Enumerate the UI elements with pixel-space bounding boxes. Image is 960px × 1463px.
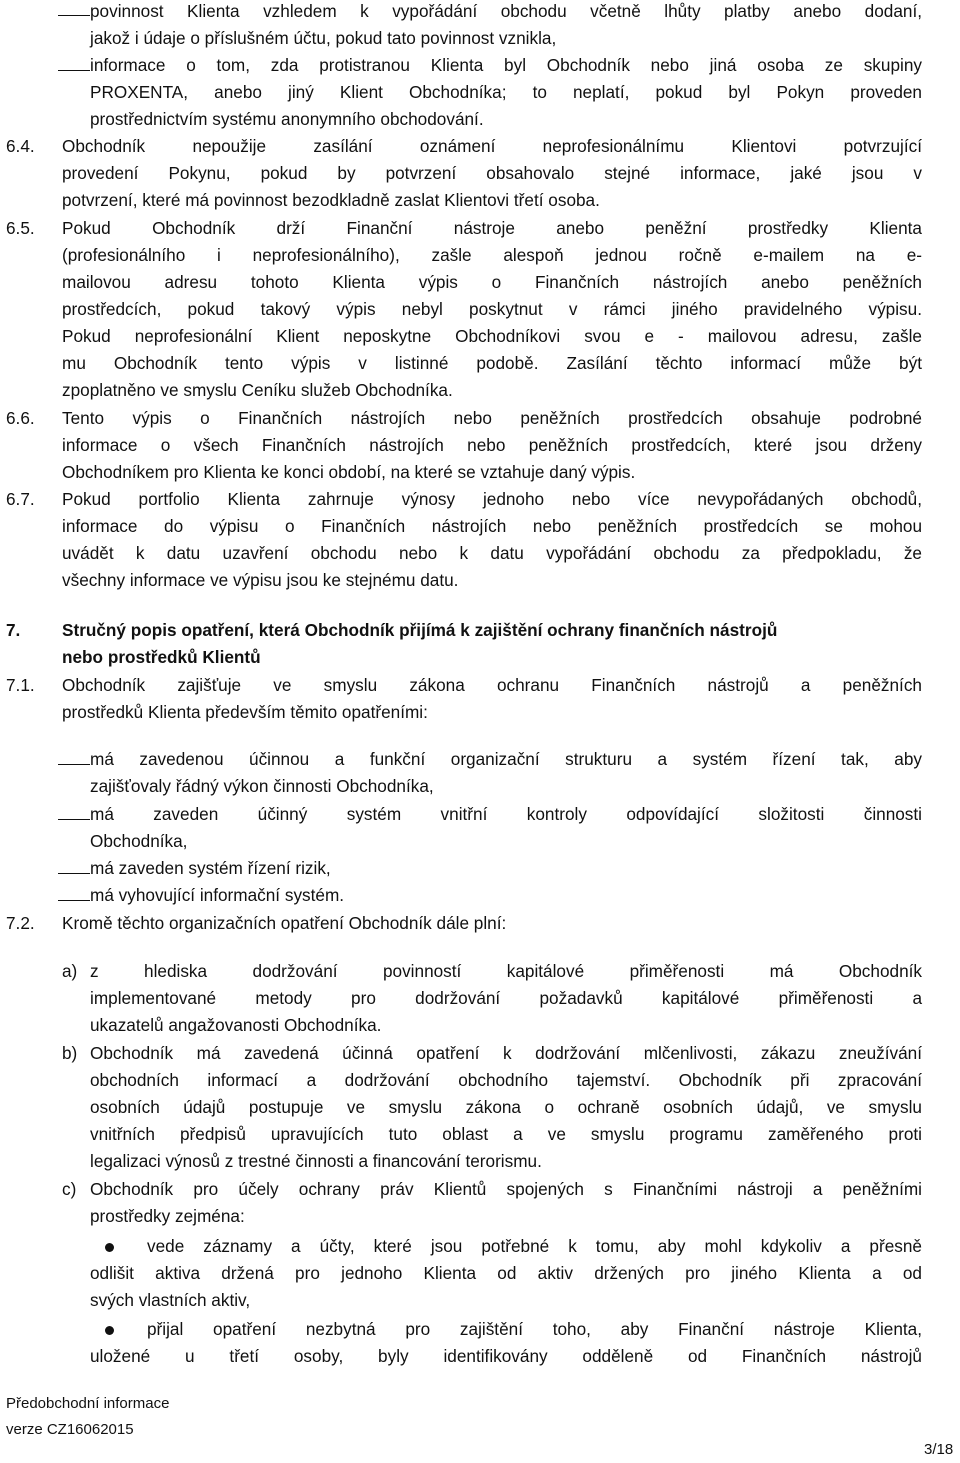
- item-number: 7.1.: [6, 675, 35, 695]
- dash-item-line: prostřednictvím systému anonymního obchodování.: [90, 109, 484, 129]
- letter-item-line: prostředky zejména:: [90, 1206, 245, 1226]
- item-number: 6.4.: [6, 136, 35, 156]
- footer-version: verze CZ16062015: [6, 1421, 134, 1438]
- paragraph-line: Pokud neprofesionální Klient neposkytne Obchodníkovi svou e - mailovou adresu, zašle: [62, 326, 922, 346]
- paragraph-line: potvrzení, které má povinnost bezodkladně zaslat Klientovi třetí osoba.: [62, 190, 600, 210]
- dash-item-line: PROXENTA, anebo jiný Klient Obchodníka; to neplatí, pokud byl Pokyn proveden: [90, 82, 922, 102]
- dash-item-line: má zaveden systém řízení rizik,: [90, 858, 331, 878]
- letter-item-line: z hlediska dodržování povinností kapitálové přiměřenosti má Obchodník: [90, 961, 922, 981]
- letter-item-line: obchodních informací a dodržování obchodního tajemství. Obchodník při zpracování: [90, 1070, 922, 1090]
- paragraph-line: všechny informace ve výpisu jsou ke stejnému datu.: [62, 570, 459, 590]
- letter-label: c): [62, 1179, 77, 1199]
- letter-item-line: Obchodník pro účely ochrany práv Klientů spojených s Finančními nástroji a peněžními: [90, 1179, 922, 1199]
- paragraph-line: Pokud Obchodník drží Finanční nástroje anebo peněžní prostředky Klienta: [62, 218, 922, 238]
- paragraph-line: Obchodníkem pro Klienta ke konci období, na které se vztahuje daný výpis.: [62, 462, 636, 482]
- page-number: 3/18: [924, 1441, 954, 1458]
- paragraph-line: Kromě těchto organizačních opatření Obchodník dále plní:: [62, 913, 507, 933]
- item-number: 7.2.: [6, 913, 35, 933]
- letter-item-line: legalizaci výnosů z trestné činnosti a financování terorismu.: [90, 1151, 542, 1171]
- item-number: 6.7.: [6, 489, 35, 509]
- paragraph-line: Obchodník zajišťuje ve smyslu zákona ochranu Finančních nástrojů a peněžních: [62, 675, 922, 695]
- bullet-marker: [105, 1326, 114, 1335]
- letter-label: a): [62, 961, 78, 981]
- dash-marker: [58, 764, 90, 765]
- bullet-marker: [105, 1243, 114, 1252]
- paragraph-line: mailovou adresu tohoto Klienta výpis o Finančních nástrojích anebo peněžních: [62, 272, 922, 292]
- dash-item-line: povinnost Klienta vzhledem k vypořádání obchodu včetně lhůty platby anebo dodaní,: [90, 1, 922, 21]
- letter-item-line: ukazatelů angažovanosti Obchodníka.: [90, 1015, 382, 1035]
- bullet-item-line: svých vlastních aktiv,: [90, 1290, 251, 1310]
- paragraph-line: prostředcích, pokud takový výpis nebyl poskytnut v rámci jiného pravidelného výpisu.: [62, 299, 922, 319]
- dash-marker: [58, 900, 90, 901]
- paragraph-line: informace o všech Finančních nástrojích nebo peněžních prostředcích, které jsou drženy: [62, 435, 922, 455]
- item-number: 6.5.: [6, 218, 35, 238]
- paragraph-line: zpoplatněno ve smyslu Ceníku služeb Obchodníka.: [62, 380, 453, 400]
- footer-doc-title: Předobchodní informace: [6, 1395, 170, 1412]
- dash-marker: [58, 15, 90, 16]
- paragraph-line: Tento výpis o Finančních nástrojích nebo peněžních prostředcích obsahuje podrobné: [62, 408, 922, 428]
- paragraph-line: uvádět k datu uzavření obchodu nebo k datu vypořádání obchodu za předpokladu, že: [62, 543, 922, 563]
- section-heading: Stručný popis opatření, která Obchodník přijímá k zajištění ochrany finančních nástrojů: [62, 620, 778, 640]
- dash-item-line: má vyhovující informační systém.: [90, 885, 345, 905]
- letter-item-line: implementované metody pro dodržování požadavků kapitálové přiměřenosti a: [90, 988, 922, 1008]
- dash-item-line: Obchodníka,: [90, 831, 188, 851]
- dash-item-line: má zavedenou účinnou a funkční organizační strukturu a systém řízení tak, aby: [90, 749, 922, 769]
- bullet-item-line: přijal opatření nezbytná pro zajištění toho, aby Finanční nástroje Klienta,: [147, 1319, 922, 1339]
- dash-item-line: má zaveden účinný systém vnitřní kontroly odpovídající složitosti činnosti: [90, 804, 922, 824]
- dash-item-line: informace o tom, zda protistranou Klienta byl Obchodník nebo jiná osoba ze skupiny: [90, 55, 922, 75]
- letter-item-line: Obchodník má zavedená účinná opatření k dodržování mlčenlivosti, zákazu zneužívání: [90, 1043, 922, 1063]
- dash-marker: [58, 70, 90, 71]
- bullet-item-line: odlišit aktiva držená pro jednoho Klienta od aktiv držených pro jiného Klienta a od: [90, 1263, 922, 1283]
- paragraph-line: informace do výpisu o Finančních nástrojích nebo peněžních prostředcích se mohou: [62, 516, 922, 536]
- letter-item-line: osobních údajů postupuje ve smyslu zákona o ochraně osobních údajů, ve smyslu: [90, 1097, 922, 1117]
- section-number: 7.: [6, 620, 21, 640]
- dash-marker: [58, 819, 90, 820]
- paragraph-line: provedení Pokynu, pokud by potvrzení obsahovalo stejné informace, jaké jsou v: [62, 163, 922, 183]
- dash-marker: [58, 873, 90, 874]
- section-heading: nebo prostředků Klientů: [62, 647, 261, 667]
- paragraph-line: (profesionálního i neprofesionálního), zašle alespoň jednou ročně e-mailem na e-: [62, 245, 922, 265]
- dash-item-line: zajišťovaly řádný výkon činnosti Obchodníka,: [90, 776, 434, 796]
- bullet-item-line: vede záznamy a účty, které jsou potřebné k tomu, aby mohl kdykoliv a přesně: [147, 1236, 922, 1256]
- letter-item-line: vnitřních předpisů upravujících tuto oblast a ve smyslu programu zaměřeného proti: [90, 1124, 922, 1144]
- item-number: 6.6.: [6, 408, 35, 428]
- letter-label: b): [62, 1043, 78, 1063]
- bullet-item-line: uložené u třetí osoby, byly identifikovány odděleně od Finančních nástrojů: [90, 1346, 922, 1366]
- paragraph-line: Obchodník nepoužije zasílání oznámení neprofesionálnímu Klientovi potvrzující: [62, 136, 922, 156]
- paragraph-line: mu Obchodník tento výpis v listinné podobě. Zasílání těchto informací může být: [62, 353, 922, 373]
- paragraph-line: prostředků Klienta především těmito opatřeními:: [62, 702, 428, 722]
- dash-item-line: jakož i údaje o příslušném účtu, pokud tato povinnost vznikla,: [90, 28, 557, 48]
- paragraph-line: Pokud portfolio Klienta zahrnuje výnosy jednoho nebo více nevypořádaných obchodů,: [62, 489, 922, 509]
